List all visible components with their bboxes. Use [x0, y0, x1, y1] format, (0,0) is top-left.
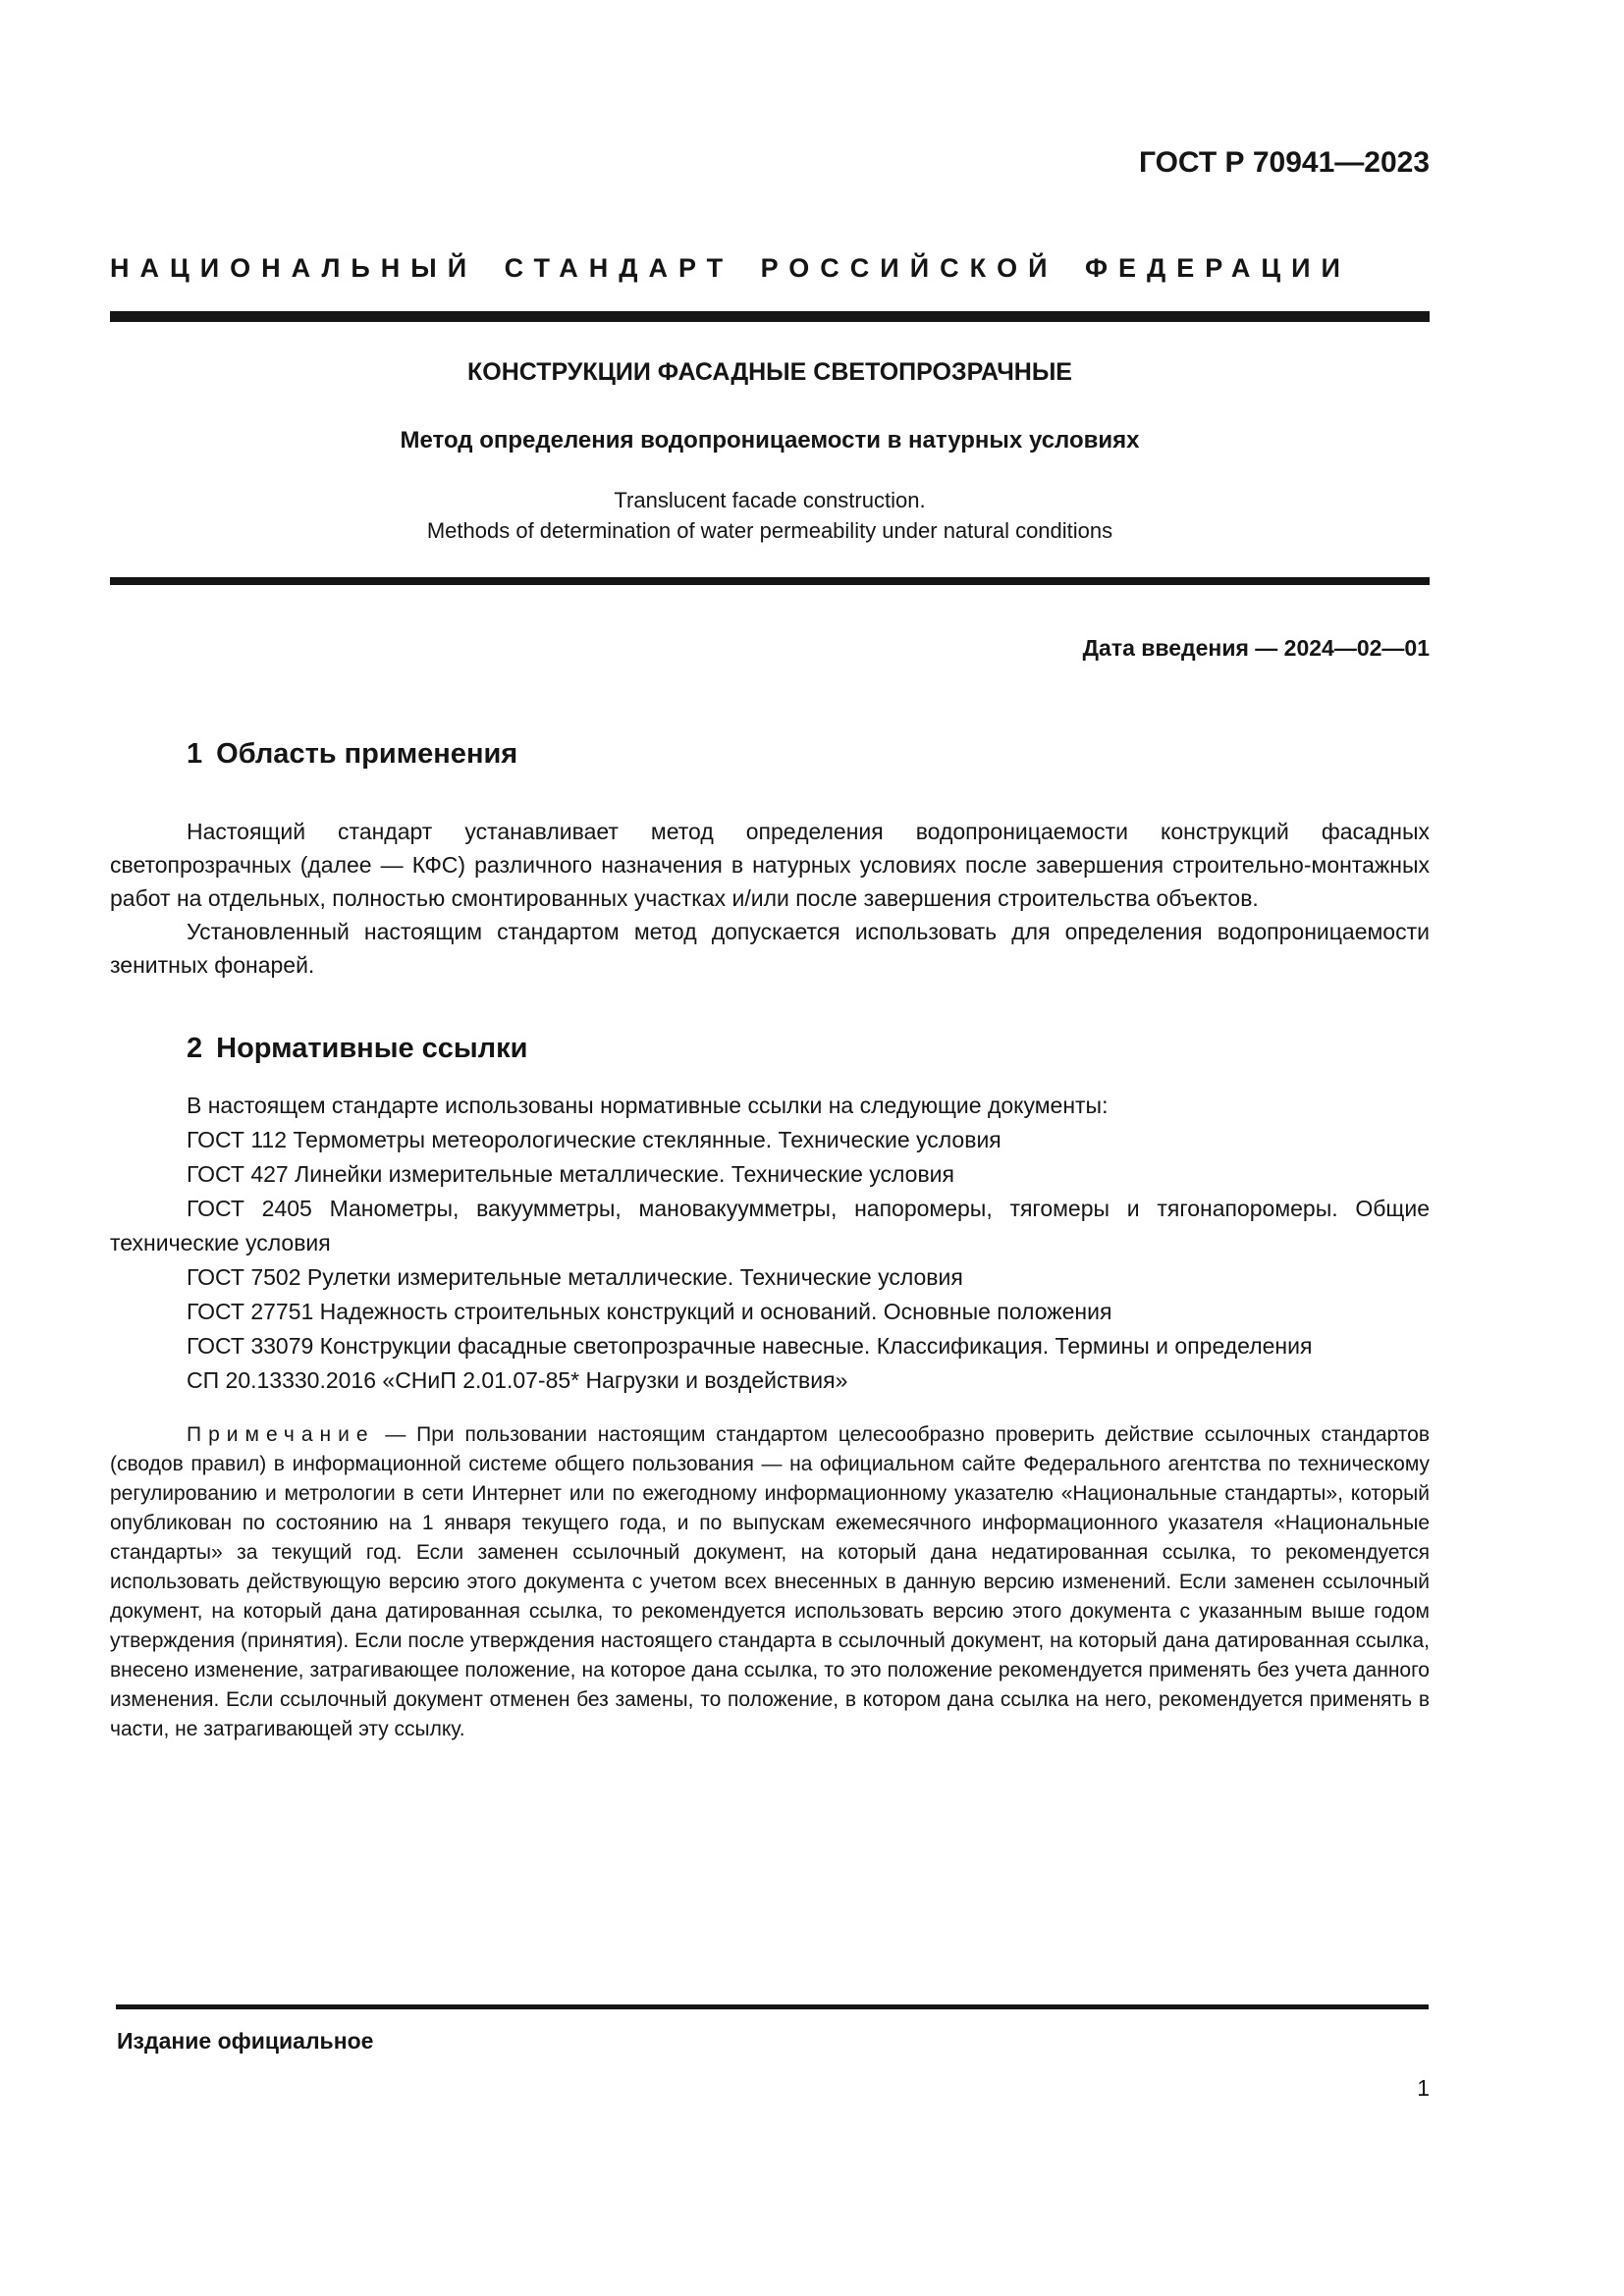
section2-body	[110, 1089, 1430, 1398]
footer-divider-rule	[116, 2004, 1429, 2009]
section1-title: Область применения	[216, 738, 518, 770]
page-number: 1	[1417, 2075, 1430, 2101]
document-title-en	[110, 485, 1430, 546]
section2-heading	[187, 1032, 1430, 1065]
reference-item: ГОСТ 2405 Манометры, вакуумметры, мановакуумметры, напоромеры, тягомеры и тягонапоромеры. Общие технические условия	[110, 1196, 1430, 1255]
section1-paragraph: Настоящий стандарт устанавливает метод определения водопроницаемости конструкций фасадных светопрозрачных (далее — КФС) различного назначения в натурных условиях после завершения строительно-монтажных работ на отдельных, полностью смонтированных участках и/или после завершения строительства объектов.	[110, 819, 1430, 911]
top-divider-rule	[110, 311, 1430, 322]
reference-item: ГОСТ 112 Термометры метеорологические стеклянные. Технические условия	[187, 1127, 1001, 1152]
reference-item: ГОСТ 7502 Рулетки измерительные металлические. Технические условия	[187, 1264, 963, 1290]
section2-number: 2	[187, 1033, 203, 1064]
title-en-line1: Translucent facade construction.	[614, 488, 926, 512]
reference-item: ГОСТ 427 Линейки измерительные металлические. Технические условия	[187, 1161, 954, 1187]
document-title-ru: КОНСТРУКЦИИ ФАСАДНЫЕ СВЕТОПРОЗРАЧНЫЕ	[467, 358, 1072, 386]
section1-number: 1	[187, 738, 203, 770]
official-edition-label: Издание официальное	[117, 2028, 374, 2054]
section1-paragraph: Установленный настоящим стандартом метод допускается использовать для определения водопроницаемости зенитных фонарей.	[110, 919, 1430, 978]
document-subtitle-ru: Метод определения водопроницаемости в натурных условиях	[400, 427, 1140, 454]
national-standard-banner: НАЦИОНАЛЬНЫЙ СТАНДАРТ РОССИЙСКОЙ ФЕДЕРАЦИИ	[110, 253, 1351, 283]
title-divider-rule	[110, 577, 1430, 585]
title-en-line2: Methods of determination of water permeability under natural conditions	[426, 518, 1113, 543]
reference-item: ГОСТ 27751 Надежность строительных конструкций и оснований. Основные положения	[187, 1299, 1112, 1324]
reference-item: ГОСТ 33079 Конструкции фасадные светопрозрачные навесные. Классификация. Термины и определения	[187, 1333, 1313, 1359]
reference-item: СП 20.13330.2016 «СНиП 2.01.07-85* Нагрузки и воздействия»	[187, 1367, 848, 1393]
effective-date: Дата введения — 2024—02—01	[1082, 635, 1430, 661]
page-content	[110, 0, 1430, 1744]
section2-intro: В настоящем стандарте использованы нормативные ссылки на следующие документы:	[187, 1093, 1109, 1118]
standard-code: ГОСТ Р 70941—2023	[1138, 146, 1430, 179]
note-label: Примечание	[187, 1423, 375, 1446]
note-paragraph	[110, 1420, 1430, 1744]
note-text: — При пользовании настоящим стандартом целесообразно проверить действие ссылочных стандартов (сводов правил) в информационной системе общего пользования — на официальном сайте Федерального агентства по техническому регулированию и метрологии в сети Интернет или по ежегодному информационному указателю «Национальные стандарты», который опубликован по состоянию на 1 января текущего года, и по выпускам ежемесячного информационного указателя «Национальные стандарты» за текущий год. Если заменен ссылочный документ, на который дана недатированная ссылка, то рекомендуется использовать действующую версию этого документа с учетом всех внесенных в данную версию изменений. Если заменен ссылочный документ, на который дана датированная ссылка, то рекомендуется использовать версию этого документа с указанным выше годом утверждения (принятия). Если после утверждения настоящего стандарта в ссылочный документ, на который дана датированная ссылка, внесено изменение, затрагивающее положение, на которое дана ссылка, то это положение рекомендуется применять без учета данного изменения. Если ссылочный документ отменен без замены, то положение, в котором дана ссылка на него, рекомендуется применять в части, не затрагивающей эту ссылку.	[110, 1423, 1430, 1740]
section2-title: Нормативные ссылки	[216, 1033, 528, 1064]
section1-body	[110, 815, 1430, 982]
section1-heading	[187, 737, 1430, 771]
